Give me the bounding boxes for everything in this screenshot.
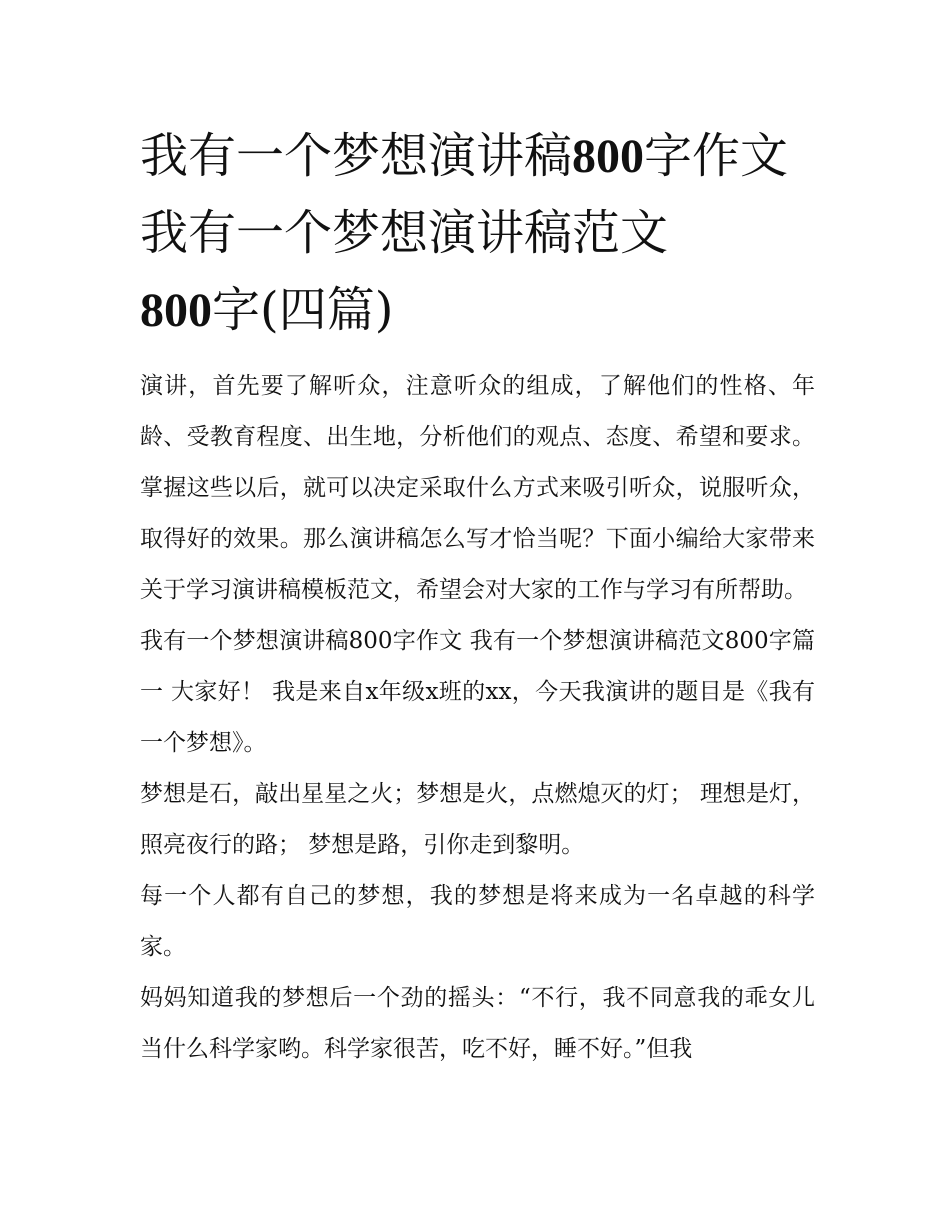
- title-part: 我有一个梦想演讲稿: [140, 128, 573, 184]
- paragraph-intro: 演讲，首先要了解听众，注意听众的组成，了解他们的性格、年龄、受教育程度、出生地，分析他们的观点、态度、希望和要求。掌握这些以后，就可以决定采取什么方式来吸引听众，说服听众，取得好的效果。那么演讲稿怎么写才恰当呢？下面小编给大家带来关于学习演讲稿模板范文，希望会对大家的工作与学习有所帮助。: [140, 373, 815, 603]
- title-part: 字(四篇): [212, 282, 394, 338]
- title-part: 字作文 我有一个梦想演讲稿范文: [140, 128, 789, 261]
- title-part-number: 800: [572, 130, 645, 183]
- paragraph-dream-metaphor: 梦想是石，敲出星星之火；梦想是火，点燃熄灭的灯； 理想是灯，照亮夜行的路； 梦想是路，引你走到黎明。: [140, 781, 815, 858]
- document-title: [140, 118, 815, 349]
- paragraph-my-dream: 每一个人都有自己的梦想，我的梦想是将来成为一名卓越的科学家。: [140, 883, 815, 960]
- title-part-number: 800: [140, 284, 212, 337]
- body-text: [140, 361, 815, 1075]
- paragraph-mother-reaction: 妈妈知道我的梦想后一个劲的摇头：“不行，我不同意我的乖女儿当什么科学家哟。科学家很苦，吃不好，睡不好。”但我: [140, 985, 815, 1062]
- document-content: [140, 118, 815, 1075]
- paragraph-speech-opening: 我有一个梦想演讲稿800字作文 我有一个梦想演讲稿范文800字篇一 大家好！ 我是来自x年级x班的xx，今天我演讲的题目是《我有一个梦想》。: [140, 628, 815, 756]
